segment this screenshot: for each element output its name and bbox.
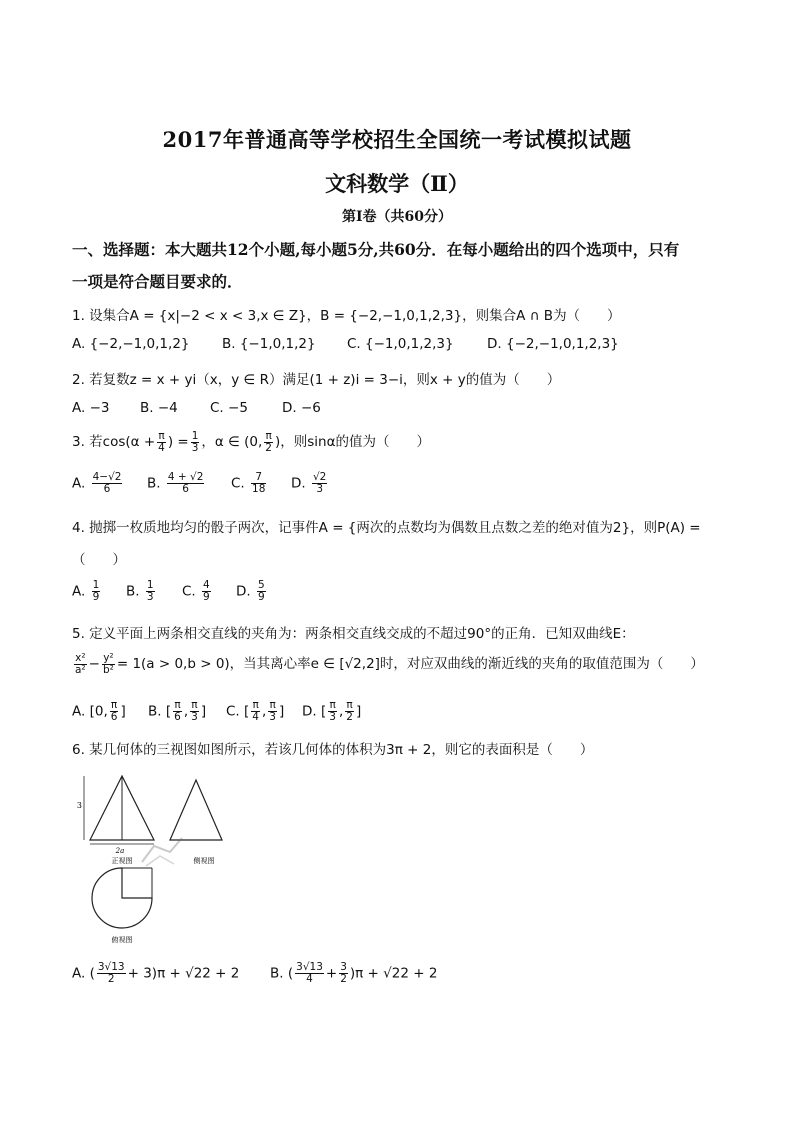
option-a: A. {−2,−1,0,1,2} [72, 336, 190, 352]
question-3-stem: 3. 若cos(α + $\frac{\pi}{4}$ ) = $\frac{1}{3}$ ，α ∈ (0, $\frac{\pi}{2}$ )，则sinα的值为（ ） [72, 429, 430, 454]
option-d: D. $\frac{√2}{3}$ [291, 471, 327, 495]
question-1-stem: 1. 设集合A = {x|−2 < x < 3,x ∈ Z}，B = {−2,−1,0,1,2,3}，则集合A ∩ B为（ ） [72, 308, 621, 324]
front-view-height-label: 3 [76, 801, 82, 810]
volume-heading: 第Ⅰ卷（共60分） [341, 209, 453, 225]
option-a: A. $\frac{1}{9}$ [72, 579, 100, 603]
question-6-options [72, 962, 437, 985]
option-c: C. −5 [210, 400, 248, 416]
side-view-label: 侧视图 [193, 857, 215, 865]
question-4-stem: 4. 抛掷一枚质地均匀的骰子两次，记事件A = {两次的点数均为偶数且点数之差的绝对值为2}，则P(A) = [72, 520, 701, 536]
option-c: C. [ $\frac{\pi}{4}$ , $\frac{\pi}{3}$ ] [226, 699, 285, 723]
option-a: A. $\frac{4-√2}{6}$ [72, 471, 122, 495]
question-5-stem-cont: $\frac{\text{x²}}{\text{a²}}$ − $\frac{\text{y²}}{\text{b²}}$ = 1(a > 0,b > 0)，当其离心率e ∈ [√2,2]时，对应双曲线的渐近线的夹角的取值范围为（ ） [75, 651, 704, 676]
option-d: D. [ $\frac{\pi}{3}$ , $\frac{\pi}{2}$ ] [302, 699, 362, 723]
three-view-figure [76, 770, 236, 948]
front-view [77, 776, 154, 865]
option-d: D. −6 [282, 400, 321, 416]
section-instruction-line1: 一、选择题：本大题共12个小题,每小题5分,共60分．在每小题给出的四个选项中，只有 [72, 240, 680, 259]
question-2-options [72, 400, 321, 416]
top-view [92, 868, 152, 944]
option-a: A. ( $\frac{3√13}{2}$ + 3)π + √22 + 2 [72, 961, 240, 985]
section-instruction-line2: 一项是符合题目要求的． [72, 272, 243, 291]
option-b: B. $\frac{1}{3}$ [126, 579, 154, 603]
option-b: B. [ $\frac{\pi}{6}$ , $\frac{\pi}{3}$ ] [148, 699, 207, 723]
option-b: B. −4 [140, 400, 178, 416]
question-5-options [72, 700, 361, 723]
question-4-options [72, 580, 268, 603]
option-b: B. $\frac{4 + √2}{6}$ [147, 471, 204, 495]
page-title: 2017年普通高等学校招生全国统一考试模拟试题 [162, 127, 632, 152]
side-view [170, 780, 222, 865]
question-3-options [72, 472, 329, 495]
option-a: A. [0, $\frac{\pi}{6}$ ] [72, 699, 126, 723]
option-a: A. −3 [72, 400, 110, 416]
option-b: B. ( $\frac{3√13}{4}$ + $\frac{3}{2}$ )π + √22 + 2 [270, 961, 438, 985]
option-c: C. $\frac{7}{18}$ [231, 471, 266, 495]
option-d: D. $\frac{5}{9}$ [236, 579, 265, 603]
option-b: B. {−1,0,1,2} [222, 336, 316, 352]
option-c: C. {−1,0,1,2,3} [347, 336, 454, 352]
question-2-stem: 2. 若复数z = x + yi（x，y ∈ R）满足(1 + z)i = 3−i，则x + y的值为（ ） [72, 372, 561, 388]
question-6-stem: 6. 某几何体的三视图如图所示，若该几何体的体积为3π + 2，则它的表面积是（ ） [72, 742, 594, 758]
front-view-label: 正视图 [111, 857, 133, 865]
question-4-stem-cont: （ ） [72, 552, 126, 568]
front-view-base-label: 2a [115, 847, 125, 855]
question-5-stem: 5. 定义平面上两条相交直线的夹角为：两条相交直线交成的不超过90°的正角．已知双曲线E： [72, 626, 635, 642]
option-c: C. $\frac{4}{9}$ [182, 579, 210, 603]
watermark [142, 838, 182, 866]
top-view-label: 俯视图 [111, 936, 133, 944]
page-subtitle: 文科数学（Ⅱ） [325, 171, 469, 196]
option-d: D. {−2,−1,0,1,2,3} [487, 336, 619, 352]
question-1-options [72, 336, 619, 352]
